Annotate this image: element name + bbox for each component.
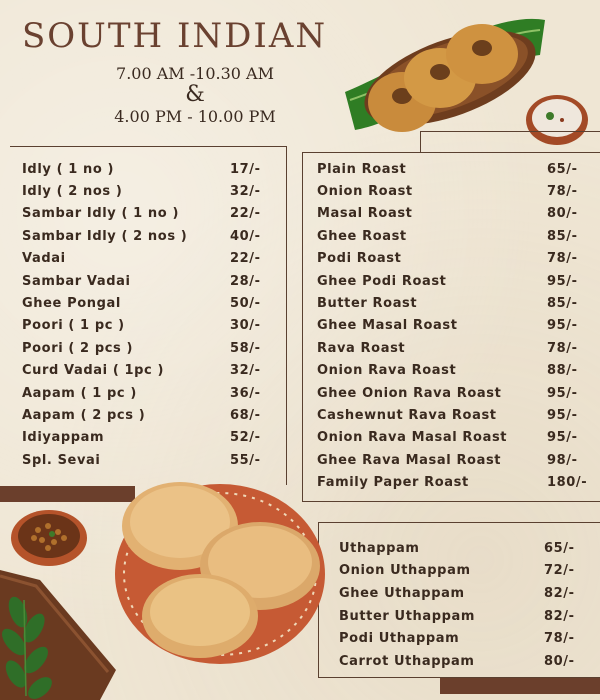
menu-uthappam-item — [339, 537, 584, 560]
item-name: Vadai — [22, 251, 66, 267]
opening-hours — [100, 64, 290, 126]
menu-left-item — [22, 203, 272, 225]
item-price: 40/- — [230, 228, 261, 244]
menu-uthappam-item — [339, 650, 584, 673]
item-name: Sambar Idly ( 1 no ) — [22, 206, 179, 222]
item-price: 82/- — [544, 585, 575, 601]
item-name: Onion Rava Roast — [317, 363, 457, 379]
menu-left-item — [22, 382, 272, 404]
item-name: Ghee Rava Masal Roast — [317, 452, 502, 468]
item-name: Butter Uthappam — [339, 608, 476, 624]
item-price: 22/- — [230, 251, 261, 267]
menu-list-left — [22, 158, 272, 471]
item-price: 65/- — [544, 540, 575, 556]
item-name: Ghee Roast — [317, 228, 407, 244]
menu-right-item — [317, 158, 587, 180]
item-name: Curd Vadai ( 1pc ) — [22, 363, 165, 379]
menu-left-item — [22, 158, 272, 180]
menu-right-item — [317, 404, 587, 426]
menu-right-item — [317, 449, 587, 471]
item-name: Masal Roast — [317, 206, 413, 222]
item-name: Podi Uthappam — [339, 631, 460, 647]
item-price: 32/- — [230, 363, 261, 379]
menu-left-item — [22, 360, 272, 382]
item-name: Aapam ( 1 pc ) — [22, 385, 137, 401]
item-name: Podi Roast — [317, 251, 402, 267]
item-name: Spl. Sevai — [22, 452, 101, 468]
menu-uthappam-item — [339, 605, 584, 628]
page-title: SOUTH INDIAN — [22, 16, 328, 56]
menu-left-item — [22, 427, 272, 449]
menu-left-item — [22, 270, 272, 292]
vadai-plate-image — [340, 0, 550, 140]
item-name: Ghee Podi Roast — [317, 273, 447, 289]
menu-right-item — [317, 292, 587, 314]
item-name: Onion Rava Masal Roast — [317, 430, 508, 446]
item-price: 82/- — [544, 608, 575, 624]
item-name: Idly ( 2 nos ) — [22, 184, 123, 200]
item-price: 78/- — [547, 251, 578, 267]
item-price: 28/- — [230, 273, 261, 289]
item-price: 32/- — [230, 184, 261, 200]
item-price: 95/- — [547, 318, 578, 334]
menu-right-item — [317, 382, 587, 404]
item-price: 95/- — [547, 407, 578, 423]
chana-bowl-image — [8, 506, 90, 570]
item-price: 98/- — [547, 452, 578, 468]
hours-morning: 7.00 AM -10.30 AM — [116, 64, 274, 83]
menu-right-item — [317, 270, 587, 292]
menu-right-item — [317, 337, 587, 359]
menu-left-item — [22, 248, 272, 270]
menu-left-item — [22, 337, 272, 359]
item-name: Uthappam — [339, 540, 420, 556]
item-price: 95/- — [547, 273, 578, 289]
menu-right-item — [317, 225, 587, 247]
item-name: Family Paper Roast — [317, 475, 469, 491]
item-price: 68/- — [230, 407, 261, 423]
menu-left-item — [22, 404, 272, 426]
hours-ampersand: & — [185, 82, 205, 107]
item-price: 80/- — [547, 206, 578, 222]
menu-list-right — [317, 158, 587, 494]
item-price: 50/- — [230, 296, 261, 312]
menu-left-item — [22, 180, 272, 202]
item-name: Onion Uthappam — [339, 563, 471, 579]
menu-left-item — [22, 225, 272, 247]
item-name: Onion Roast — [317, 184, 413, 200]
item-name: Ghee Onion Rava Roast — [317, 385, 502, 401]
item-name: Poori ( 2 pcs ) — [22, 340, 134, 356]
item-price: 78/- — [544, 631, 575, 647]
item-price: 85/- — [547, 228, 578, 244]
menu-right-item — [317, 203, 587, 225]
menu-right-item — [317, 360, 587, 382]
item-name: Butter Roast — [317, 296, 418, 312]
menu-left-item — [22, 449, 272, 471]
item-price: 78/- — [547, 340, 578, 356]
menu-left-item — [22, 315, 272, 337]
item-name: Cashewnut Rava Roast — [317, 407, 497, 423]
menu-right-item — [317, 180, 587, 202]
item-price: 17/- — [230, 161, 261, 177]
item-price: 95/- — [547, 430, 578, 446]
item-name: Idiyappam — [22, 430, 105, 446]
hours-evening: 4.00 PM - 10.00 PM — [114, 107, 276, 126]
item-name: Plain Roast — [317, 161, 407, 177]
menu-list-uthappam — [339, 537, 584, 673]
item-name: Rava Roast — [317, 340, 406, 356]
menu-uthappam-item — [339, 627, 584, 650]
item-name: Ghee Masal Roast — [317, 318, 458, 334]
menu-right-item — [317, 427, 587, 449]
item-price: 85/- — [547, 296, 578, 312]
item-price: 52/- — [230, 430, 261, 446]
item-name: Ghee Uthappam — [339, 585, 465, 601]
item-price: 36/- — [230, 385, 261, 401]
item-name: Carrot Uthappam — [339, 653, 475, 669]
item-price: 55/- — [230, 452, 261, 468]
item-name: Idly ( 1 no ) — [22, 161, 115, 177]
item-price: 58/- — [230, 340, 261, 356]
item-price: 80/- — [544, 653, 575, 669]
item-price: 88/- — [547, 363, 578, 379]
right-panel-tab-border — [420, 131, 600, 153]
menu-left-item — [22, 292, 272, 314]
item-price: 78/- — [547, 184, 578, 200]
item-name: Ghee Pongal — [22, 296, 121, 312]
item-price: 30/- — [230, 318, 261, 334]
item-price: 95/- — [547, 385, 578, 401]
menu-right-item — [317, 248, 587, 270]
menu-right-item — [317, 315, 587, 337]
item-name: Sambar Vadai — [22, 273, 131, 289]
item-name: Poori ( 1 pc ) — [22, 318, 125, 334]
accent-bar-bottom — [440, 678, 600, 694]
item-price: 72/- — [544, 563, 575, 579]
item-name: Sambar Idly ( 2 nos ) — [22, 228, 188, 244]
menu-uthappam-item — [339, 582, 584, 605]
menu-right-item — [317, 471, 587, 493]
item-price: 65/- — [547, 161, 578, 177]
item-name: Aapam ( 2 pcs ) — [22, 407, 146, 423]
poori-plate-image — [100, 478, 330, 668]
item-price: 22/- — [230, 206, 261, 222]
menu-uthappam-item — [339, 560, 584, 583]
item-price: 180/- — [547, 475, 588, 491]
